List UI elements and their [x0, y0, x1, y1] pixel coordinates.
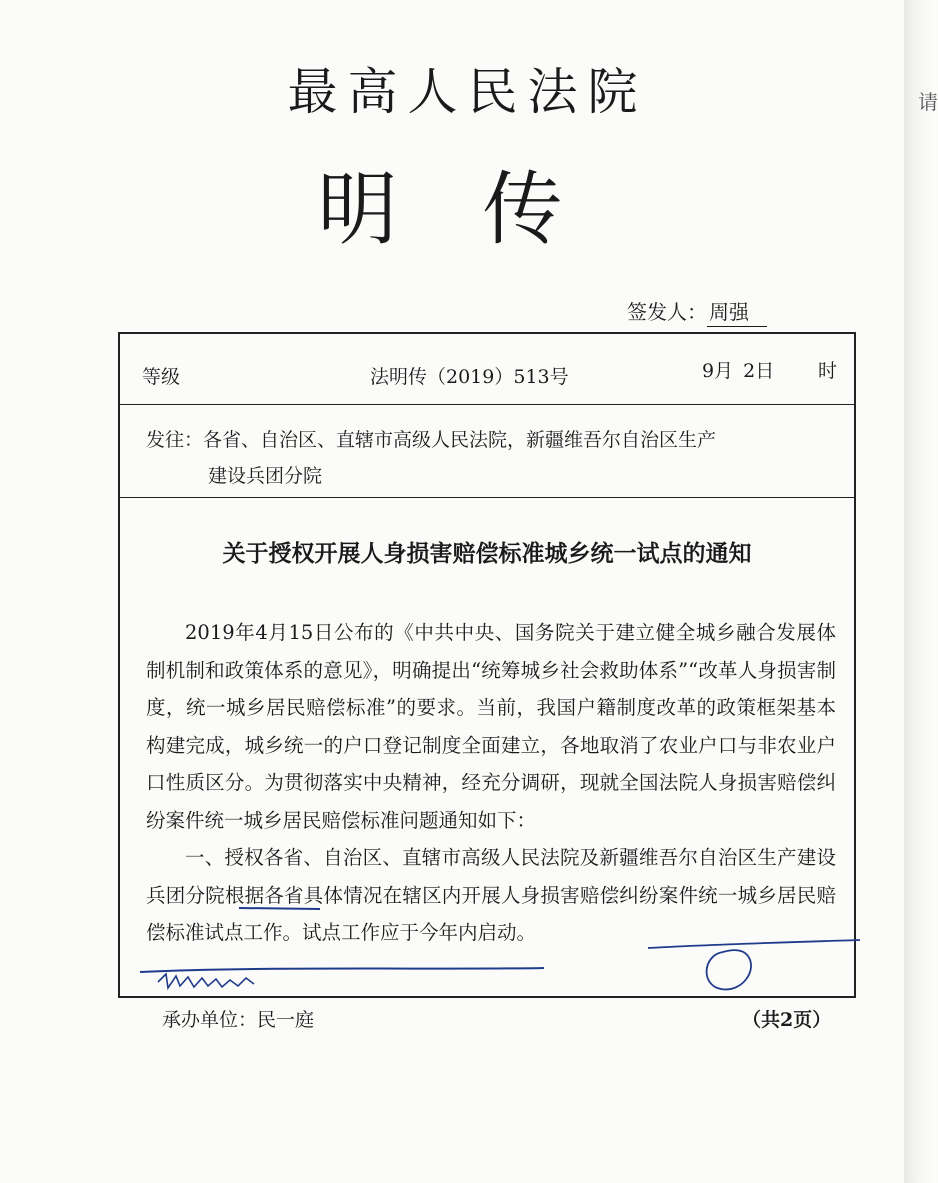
document-type-title: 明传 — [317, 163, 648, 256]
issue-date: 9月 2日 — [702, 360, 775, 382]
recipients-label: 发往： — [146, 429, 204, 451]
recipients-line-1: 各省、自治区、直辖市高级人民法院，新疆维吾尔自治区生产 — [203, 429, 717, 451]
table-rule-2 — [120, 497, 854, 498]
court-name: 最高人民法院 — [287, 63, 648, 121]
handwritten-annotations — [118, 860, 878, 1000]
scribble-mark — [158, 974, 254, 988]
underline-pilot-sentence — [140, 968, 544, 972]
signer-label: 签发人： — [627, 300, 707, 324]
body-paragraph-1: 2019年4月15日公布的《中共中央、国务院关于建立健全城乡融合发展体制机制和政策体系的意见》，明确提出“统筹城乡社会救助体系”“改革人身损害制度，统一城乡居民赔偿标准”的要求。当前，我国户籍制度改革的政策框架基本构建完成，城乡统一的户口登记制度全面建立，各地取消了农业户口与非农业户口性质区分。为贯彻落实中央精神，经充分调研，现就全国法院人身损害赔偿纠纷案件统一城乡居民赔偿标准问题通知如下： — [146, 621, 836, 832]
adjacent-page-mark: 请 — [918, 90, 938, 114]
page-count: （共2页） — [742, 1009, 832, 1031]
underline-authorize-provinces — [239, 908, 320, 909]
time-label: 时 — [818, 360, 838, 382]
underline-right-portion — [648, 940, 860, 948]
table-rule-1 — [120, 404, 854, 405]
recipients-line-2: 建设兵团分院 — [208, 465, 323, 487]
notice-title: 关于授权开展人身损害赔偿标准城乡统一试点的通知 — [222, 541, 752, 567]
document-number: 法明传（2019）513号 — [370, 366, 569, 388]
body-paragraph-2: 一、授权各省、自治区、直辖市高级人民法院及新疆维吾尔自治区生产建设兵团分院根据各省具体情况在辖区内开展人身损害赔偿纠纷案件统一城乡居民赔偿标准试点工作。试点工作应于今年内启动。 — [146, 846, 836, 944]
undertaking-department: 承办单位：民一庭 — [162, 1009, 315, 1031]
recipients-block — [146, 422, 846, 494]
level-label: 等级 — [142, 366, 181, 388]
signer-line — [627, 298, 767, 327]
circle-this-year — [707, 950, 751, 989]
signer-name: 周强 — [707, 298, 767, 327]
